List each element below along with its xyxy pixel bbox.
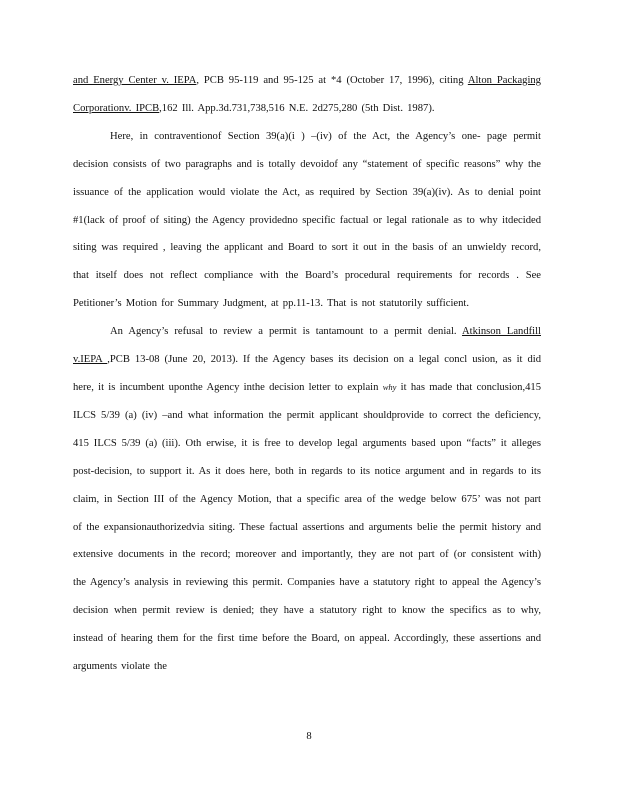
paragraph-text-end: it has made that conclusion,415 ILCS 5/39 (a) (iv) –and what information the permit applicant shouldprovide to correct the deficiency, 415 ILCS 5/39 (a) (iii). Oth erwise, it is free to develop legal arguments based upon “facts” it alleges post-decision, to support it. As it does here, both in regards to its notice argument and in regards to its claim, in Section III of the Agency Motion, that a specific area of the wedge below 675’ was not part of the expansionauthorizedvia siting. These factual assertions and arguments belie the permit history and extensive documents in the record; moreover and importantly, they are not part of (or consistent with) the Agency’s analysis in reviewing this permit. Companies have a statutory right to appeal the Agency’s decision when permit review is denied; they have a statutory right to know the specifics as to why, instead of hearing them for the first time before the Board, on appeal. Accordingly, these assertions and arguments violate the <box>73 381 542 673</box>
body-text <box>73 67 541 681</box>
paragraph-contravention <box>73 123 541 318</box>
emphasis-why: why <box>382 381 397 392</box>
paragraph-refusal <box>73 318 541 681</box>
citation-text-end: ,162 Ill. App.3d.731,738,516 N.E. 2d275,280 (5th Dist. 1987). <box>159 102 435 114</box>
paragraph-text-start: An Agency’s refusal to review a permit is tantamount to a permit denial. <box>110 326 463 338</box>
page-number: 8 <box>306 731 312 742</box>
case-name-energy-center: and Energy Center v. IEPA <box>73 75 197 86</box>
case-name-atkinson-landfill: Atkinson Landfill v.IEPA <box>73 326 541 366</box>
paragraph-text: Here, in contraventionof Section 39(a)(i ) –(iv) of the Act, the Agency’s one- page permit decision consists of two paragraphs and is totally devoidof any “statement of specific reasons” why the issuance of the application would violate the Act, as required by Section 39(a)(iv). As to denial point #1(lack of proof of siting) the Agency providedno specific factual or legal rationale as to why itdecided siting was required , leaving the applicant and Board to sort it out in the basis of an unwieldy record, that itself does not reflect compliance with the Board’s procedural requirements for records . See Petitioner’s Motion for Summary Judgment, at pp.11-13. That is not statutorily sufficient. <box>73 130 541 310</box>
paragraph-text-mid: ,PCB 13-08 (June 20, 2013). If the Agency bases its decision on a legal concl usion, as it did here, it is incumbent uponthe Agency inthe decision letter to explain <box>73 354 541 393</box>
paragraph-citation <box>73 67 541 123</box>
case-name-alton-packaging: Alton Packaging Corporationv. IPCB <box>73 75 541 114</box>
citation-text: , PCB 95-119 and 95-125 at *4 (October 17, 1996), citing <box>196 75 468 86</box>
